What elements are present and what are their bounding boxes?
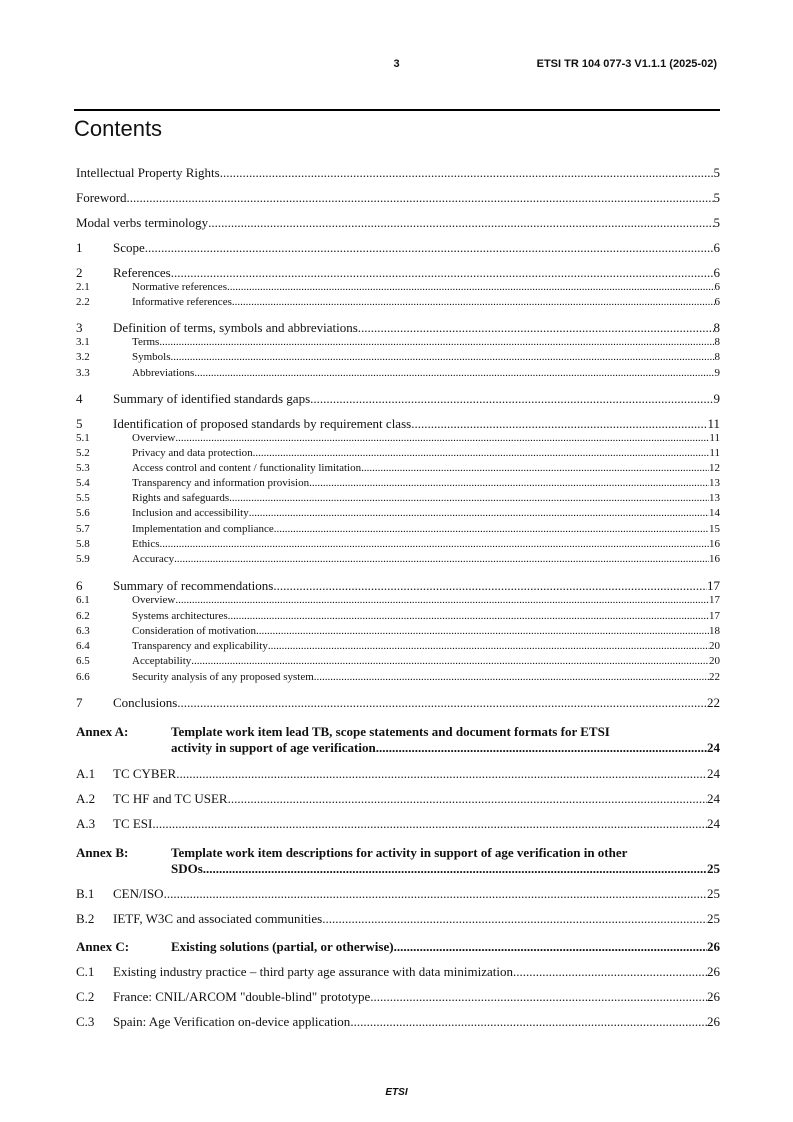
toc-entry-5-9[interactable]: 5.9 Accuracy ..... 16 [76,553,720,565]
toc-entry-3-1[interactable]: 3.1 Terms ..... 8 [76,336,720,348]
toc-entry-6-5[interactable]: 6.5 Acceptability ..... 20 [76,655,720,667]
toc-entry-5-2[interactable]: 5.2 Privacy and data protection ..... 11 [76,447,720,459]
toc-entry-c-1[interactable]: C.1 Existing industry practice – third party age assurance with data minimization ..... 26 [76,964,720,980]
toc-entry-modal-verbs[interactable]: Modal verbs terminology ..... 5 [76,215,720,231]
page-title: Contents [74,116,163,141]
toc-entry-7[interactable]: 7 Conclusions ..... 22 [76,695,720,711]
toc-entry-3-3[interactable]: 3.3 Abbreviations ..... 9 [76,367,720,379]
toc-entry-3[interactable]: 3 Definition of terms, symbols and abbreviations ..... 8 [76,320,720,336]
toc-entry-6-6[interactable]: 6.6 Security analysis of any proposed system ..... 22 [76,671,720,683]
toc-entry-6-3[interactable]: 6.3 Consideration of motivation ..... 18 [76,625,720,637]
toc-entry-3-2[interactable]: 3.2 Symbols ..... 8 [76,351,720,363]
toc-entry-6-4[interactable]: 6.4 Transparency and explicability ..... 20 [76,640,720,652]
toc-entry-b-2[interactable]: B.2 IETF, W3C and associated communities ..... 25 [76,911,720,927]
toc-entry-5-6[interactable]: 5.6 Inclusion and accessibility ..... 14 [76,507,720,519]
toc-entry-5-7[interactable]: 5.7 Implementation and compliance ..... 15 [76,523,720,535]
toc-entry-annex-c[interactable]: Annex C: Existing solutions (partial, or otherwise) ..... 26 [76,939,720,955]
toc-entry-foreword[interactable]: Foreword ..... 5 [76,190,720,206]
toc-entry-2-1[interactable]: 2.1 Normative references ..... 6 [76,281,720,293]
toc-entry-5-3[interactable]: 5.3 Access control and content / functionality limitation ..... 12 [76,462,720,474]
document-id: ETSI TR 104 077-3 V1.1.1 (2025-02) [536,58,717,70]
toc-entry-c-3[interactable]: C.3 Spain: Age Verification on-device application ..... 26 [76,1014,720,1030]
toc-entry-6-2[interactable]: 6.2 Systems architectures ..... 17 [76,610,720,622]
toc-entry-6[interactable]: 6 Summary of recommendations ..... 17 [76,578,720,594]
toc-entry-2[interactable]: 2 References ..... 6 [76,265,720,281]
toc-entry-b-1[interactable]: B.1 CEN/ISO ..... 25 [76,886,720,902]
footer-label: ETSI [385,1087,408,1098]
toc-entry-c-2[interactable]: C.2 France: CNIL/ARCOM "double-blind" prototype ..... 26 [76,989,720,1005]
toc-entry-5[interactable]: 5 Identification of proposed standards by requirement class ..... 11 [76,416,720,432]
toc-entry-5-8[interactable]: 5.8 Ethics ..... 16 [76,538,720,550]
toc-entry-ipr[interactable]: Intellectual Property Rights ..... 5 [76,165,720,181]
toc-entry-1[interactable]: 1 Scope ..... 6 [76,240,720,256]
toc-entry-5-4[interactable]: 5.4 Transparency and information provision ..... 13 [76,477,720,489]
toc-entry-a-2[interactable]: A.2 TC HF and TC USER ..... 24 [76,791,720,807]
toc-entry-5-5[interactable]: 5.5 Rights and safeguards ..... 13 [76,492,720,504]
page-number: 3 [393,58,400,70]
toc-entry-5-1[interactable]: 5.1 Overview ..... 11 [76,432,720,444]
toc-entry-2-2[interactable]: 2.2 Informative references ..... 6 [76,296,720,308]
toc-entry-a-3[interactable]: A.3 TC ESI ..... 24 [76,816,720,832]
header-rule [74,109,720,111]
toc-entry-4[interactable]: 4 Summary of identified standards gaps ..... 9 [76,391,720,407]
toc-entry-6-1[interactable]: 6.1 Overview ..... 17 [76,594,720,606]
toc-entry-a-1[interactable]: A.1 TC CYBER ..... 24 [76,766,720,782]
